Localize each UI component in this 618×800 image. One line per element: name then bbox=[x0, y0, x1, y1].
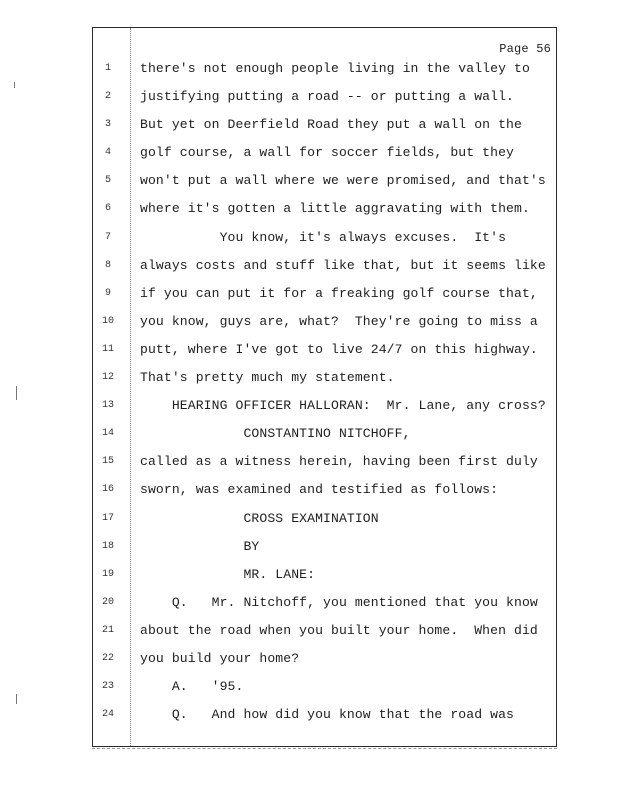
transcript-line bbox=[0, 451, 618, 479]
transcript-line bbox=[0, 311, 618, 339]
line-number: 9 bbox=[104, 287, 111, 299]
transcript-line bbox=[0, 367, 618, 395]
line-number: 8 bbox=[104, 259, 111, 271]
line-text: sworn, was examined and testified as follows: bbox=[140, 482, 499, 498]
transcript-line bbox=[0, 536, 618, 564]
transcript-line bbox=[0, 283, 618, 311]
line-text: BY bbox=[140, 538, 260, 554]
transcript-line bbox=[0, 198, 618, 226]
transcript-line bbox=[0, 86, 618, 114]
line-number: 22 bbox=[101, 652, 114, 664]
line-number: 24 bbox=[101, 709, 114, 721]
transcript-line bbox=[0, 592, 618, 620]
line-number: 3 bbox=[104, 119, 111, 131]
line-number: 2 bbox=[104, 91, 111, 103]
line-number: 1 bbox=[104, 63, 111, 74]
line-number: 6 bbox=[104, 203, 111, 215]
line-text: putt, where I've got to live 24/7 on this highway. bbox=[140, 341, 538, 357]
transcript-line bbox=[0, 479, 618, 507]
transcript-line bbox=[0, 620, 618, 648]
transcript-line bbox=[0, 648, 618, 676]
line-text: you know, guys are, what? They're going to miss a bbox=[140, 313, 538, 329]
line-text: MR. LANE: bbox=[140, 566, 316, 582]
line-number: 20 bbox=[101, 596, 114, 608]
line-text: you build your home? bbox=[140, 650, 300, 666]
line-text: where it's gotten a little aggravating with them. bbox=[140, 201, 530, 217]
line-text: CONSTANTINO NITCHOFF, bbox=[140, 426, 411, 442]
line-text: You know, it's always excuses. It's bbox=[140, 229, 507, 245]
line-text: golf course, a wall for soccer fields, but they bbox=[140, 145, 515, 161]
transcript-line bbox=[0, 395, 618, 423]
line-number: 14 bbox=[101, 428, 114, 440]
transcript-line bbox=[0, 508, 618, 536]
line-text: But yet on Deerfield Road they put a wall on the bbox=[140, 117, 522, 133]
line-text: about the road when you built your home. When did bbox=[140, 622, 538, 638]
transcript-line bbox=[0, 170, 618, 198]
bottom-rule bbox=[92, 748, 557, 749]
line-number: 13 bbox=[101, 400, 114, 412]
line-text: HEARING OFFICER HALLORAN: Mr. Lane, any cross? bbox=[140, 398, 546, 414]
line-number: 21 bbox=[101, 624, 114, 636]
transcript-line bbox=[0, 704, 618, 732]
line-text: if you can put it for a freaking golf course that, bbox=[140, 285, 538, 301]
line-text: That's pretty much my statement. bbox=[140, 370, 395, 386]
line-number: 19 bbox=[101, 568, 114, 580]
transcript-line bbox=[0, 142, 618, 170]
line-text: A. '95. bbox=[140, 679, 244, 695]
transcript-lines bbox=[0, 58, 618, 732]
line-text: won't put a wall where we were promised, and that's bbox=[140, 173, 546, 189]
line-number: 7 bbox=[104, 231, 111, 243]
line-text: justifying putting a road -- or putting a wall. bbox=[140, 89, 515, 105]
transcript-line bbox=[0, 114, 618, 142]
line-text: called as a witness herein, having been first duly bbox=[140, 454, 538, 470]
page-number: Page 56 bbox=[499, 42, 551, 56]
line-number: 23 bbox=[101, 681, 114, 693]
line-number: 5 bbox=[104, 175, 111, 187]
line-number: 16 bbox=[101, 484, 114, 496]
line-text: always costs and stuff like that, but it seems like bbox=[140, 257, 546, 273]
line-text: Q. Mr. Nitchoff, you mentioned that you know bbox=[140, 594, 538, 610]
line-number: 11 bbox=[101, 343, 114, 355]
line-number: 15 bbox=[101, 456, 114, 468]
transcript-line bbox=[0, 58, 618, 86]
line-number: 12 bbox=[101, 372, 114, 384]
line-text: there's not enough people living in the valley to bbox=[140, 61, 530, 76]
line-text: CROSS EXAMINATION bbox=[140, 510, 379, 526]
line-number: 10 bbox=[101, 315, 114, 327]
line-text: Q. And how did you know that the road was bbox=[140, 707, 515, 723]
transcript-line bbox=[0, 255, 618, 283]
line-number: 17 bbox=[101, 512, 114, 524]
line-number: 18 bbox=[101, 540, 114, 552]
transcript-line bbox=[0, 676, 618, 704]
line-number: 4 bbox=[104, 147, 111, 159]
transcript-line bbox=[0, 564, 618, 592]
transcript-line bbox=[0, 423, 618, 451]
transcript-line bbox=[0, 227, 618, 255]
transcript-line bbox=[0, 339, 618, 367]
